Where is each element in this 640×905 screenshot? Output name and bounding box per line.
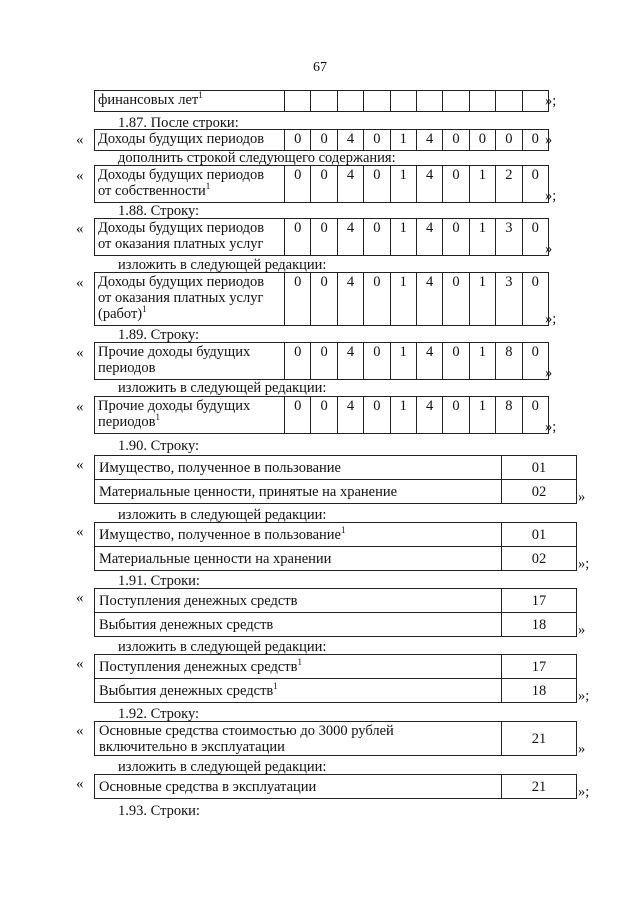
row-label: Имущество, полученное в пользование$^1$	[95, 523, 502, 547]
footnote-mark: 1	[297, 656, 302, 667]
code-digit	[416, 91, 442, 112]
section-caption: изложить в следующей редакции:	[118, 257, 327, 273]
section-caption: изложить в следующей редакции:	[118, 639, 327, 655]
section-caption: 1.87. После строки:	[118, 115, 239, 131]
open-quote: «	[76, 168, 84, 184]
footnote-mark: 1	[198, 90, 203, 101]
code-digit: 4	[416, 166, 442, 203]
code-table	[94, 90, 549, 112]
code-digit: 1	[469, 219, 495, 256]
close-quote: »;	[545, 419, 557, 435]
code-digit: 4	[416, 273, 442, 326]
code-table	[94, 774, 577, 799]
code-table	[94, 218, 549, 256]
code-digit: 0	[285, 166, 311, 203]
code-table	[94, 396, 549, 434]
open-quote: «	[76, 590, 84, 606]
code-digit	[311, 91, 337, 112]
code-digit: 1	[390, 343, 416, 380]
code-digit	[337, 91, 363, 112]
code-digit: 4	[416, 343, 442, 380]
code-digit: 0	[443, 343, 469, 380]
code-digit: 4	[337, 343, 363, 380]
close-quote: »	[578, 489, 586, 505]
code-digit: 0	[285, 343, 311, 380]
code-digit: 0	[469, 130, 495, 151]
row-label: Поступления денежных средств	[95, 589, 502, 613]
code-digit: 1	[469, 273, 495, 326]
section-caption: изложить в следующей редакции:	[118, 380, 327, 396]
code-digit: 2	[496, 166, 522, 203]
code-digit: 0	[522, 166, 548, 203]
row-label: Поступления денежных средств$^1$	[95, 655, 502, 679]
footnote-mark: 1	[155, 412, 161, 423]
code-digit: 0	[364, 130, 390, 151]
code-digit: 0	[443, 273, 469, 326]
row-code: 17	[502, 589, 577, 613]
code-digit: 8	[496, 343, 522, 380]
open-quote: «	[76, 399, 84, 415]
open-quote: «	[76, 345, 84, 361]
code-digit: 4	[416, 219, 442, 256]
code-digit: 1	[390, 130, 416, 151]
code-digit: 0	[364, 219, 390, 256]
open-quote: «	[76, 723, 84, 739]
section-caption: 1.90. Строку:	[118, 438, 200, 454]
row-code: 02	[502, 480, 577, 504]
code-digit: 0	[311, 397, 337, 434]
code-digit: 3	[496, 273, 522, 326]
row-label: Выбытия денежных средств$^1$	[95, 679, 502, 703]
row-code: 02	[502, 547, 577, 571]
row-label: Прочие доходы будущих периодов$^1$	[95, 397, 285, 434]
section-caption: 1.93. Строки:	[118, 803, 200, 819]
footnote-mark: 1	[341, 524, 346, 535]
code-digit	[443, 91, 469, 112]
code-digit: 0	[443, 166, 469, 203]
close-quote: »	[545, 241, 553, 257]
code-digit: 0	[364, 166, 390, 203]
code-digit: 0	[285, 130, 311, 151]
code-digit: 0	[285, 219, 311, 256]
code-digit: 8	[496, 397, 522, 434]
code-digit: 1	[390, 166, 416, 203]
code-digit: 0	[364, 343, 390, 380]
close-quote: »	[578, 741, 586, 757]
open-quote: «	[76, 656, 84, 672]
row-code: 18	[502, 613, 577, 637]
code-table	[94, 129, 549, 151]
code-digit: 4	[416, 397, 442, 434]
code-digit	[469, 91, 495, 112]
row-label: Имущество, полученное в пользование	[95, 456, 502, 480]
code-digit: 1	[469, 343, 495, 380]
row-label: Материальные ценности на хранении	[95, 547, 502, 571]
close-quote: »	[545, 132, 553, 148]
row-code: 21	[502, 775, 577, 799]
code-digit: 0	[522, 130, 548, 151]
code-digit: 4	[337, 397, 363, 434]
code-digit: 0	[311, 219, 337, 256]
code-table	[94, 342, 549, 380]
row-label: Доходы будущих периодов от оказания платных услуг	[95, 219, 285, 256]
open-quote: «	[76, 132, 84, 148]
code-digit: 4	[337, 130, 363, 151]
close-quote: »;	[545, 93, 557, 109]
section-caption: изложить в следующей редакции:	[118, 507, 327, 523]
code-digit: 0	[443, 219, 469, 256]
footnote-mark: 1	[142, 304, 147, 315]
close-quote: »;	[545, 188, 557, 204]
code-digit	[285, 91, 311, 112]
code-digit: 1	[390, 273, 416, 326]
code-digit: 0	[522, 343, 548, 380]
code-digit: 1	[390, 219, 416, 256]
code-digit: 0	[443, 130, 469, 151]
row-label: Доходы будущих периодов	[95, 130, 285, 151]
open-quote: «	[76, 457, 84, 473]
code-digit: 0	[285, 397, 311, 434]
row-label: финансовых лет$^1$	[95, 91, 285, 112]
close-quote: »;	[545, 311, 557, 327]
close-quote: »;	[578, 784, 590, 800]
code-digit: 0	[311, 130, 337, 151]
code-digit	[364, 91, 390, 112]
section-caption: изложить в следующей редакции:	[118, 759, 327, 775]
code-table	[94, 654, 577, 703]
code-table	[94, 588, 577, 637]
code-digit	[496, 91, 522, 112]
close-quote: »	[545, 365, 553, 381]
open-quote: «	[76, 524, 84, 540]
section-caption: 1.92. Строку:	[118, 706, 200, 722]
code-digit: 0	[496, 130, 522, 151]
footnote-mark: 1	[205, 181, 211, 192]
row-label: Основные средства в эксплуатации	[95, 775, 502, 799]
code-digit	[390, 91, 416, 112]
row-label: Материальные ценности, принятые на хранение	[95, 480, 502, 504]
code-table	[94, 165, 549, 203]
code-digit: 0	[522, 219, 548, 256]
code-table	[94, 721, 577, 756]
code-table	[94, 272, 549, 326]
row-label: Доходы будущих периодов от оказания платных услуг (работ)$^1$	[95, 273, 285, 326]
code-digit: 0	[364, 397, 390, 434]
row-code: 17	[502, 655, 577, 679]
code-digit: 4	[337, 219, 363, 256]
code-digit: 1	[390, 397, 416, 434]
code-digit: 4	[337, 166, 363, 203]
code-digit: 0	[522, 273, 548, 326]
row-label: Прочие доходы будущих периодов	[95, 343, 285, 380]
code-digit: 0	[311, 166, 337, 203]
open-quote: «	[76, 221, 84, 237]
open-quote: «	[76, 275, 84, 291]
row-code: 01	[502, 523, 577, 547]
row-code: 18	[502, 679, 577, 703]
code-digit: 1	[469, 397, 495, 434]
close-quote: »;	[578, 688, 590, 704]
section-caption: 1.91. Строки:	[118, 573, 200, 589]
code-digit: 4	[416, 130, 442, 151]
code-digit: 0	[285, 273, 311, 326]
row-code: 21	[502, 722, 577, 756]
open-quote: «	[76, 776, 84, 792]
section-caption: 1.88. Строку:	[118, 203, 200, 219]
code-table	[94, 522, 577, 571]
code-digit: 1	[469, 166, 495, 203]
close-quote: »	[578, 622, 586, 638]
code-digit: 0	[443, 397, 469, 434]
row-label: Выбытия денежных средств	[95, 613, 502, 637]
row-label: Доходы будущих периодов от собственности$^1$	[95, 166, 285, 203]
code-digit: 0	[311, 273, 337, 326]
page-number: 67	[313, 60, 327, 75]
close-quote: »;	[578, 556, 590, 572]
code-digit: 4	[337, 273, 363, 326]
row-label: Основные средства стоимостью до 3000 рублей включительно в эксплуатации	[95, 722, 502, 756]
code-table	[94, 455, 577, 504]
section-caption: дополнить строкой следующего содержания:	[118, 150, 396, 166]
code-digit: 3	[496, 219, 522, 256]
code-digit: 0	[364, 273, 390, 326]
row-code: 01	[502, 456, 577, 480]
footnote-mark: 1	[273, 680, 278, 691]
code-digit: 0	[311, 343, 337, 380]
code-digit: 0	[522, 397, 548, 434]
section-caption: 1.89. Строку:	[118, 327, 200, 343]
